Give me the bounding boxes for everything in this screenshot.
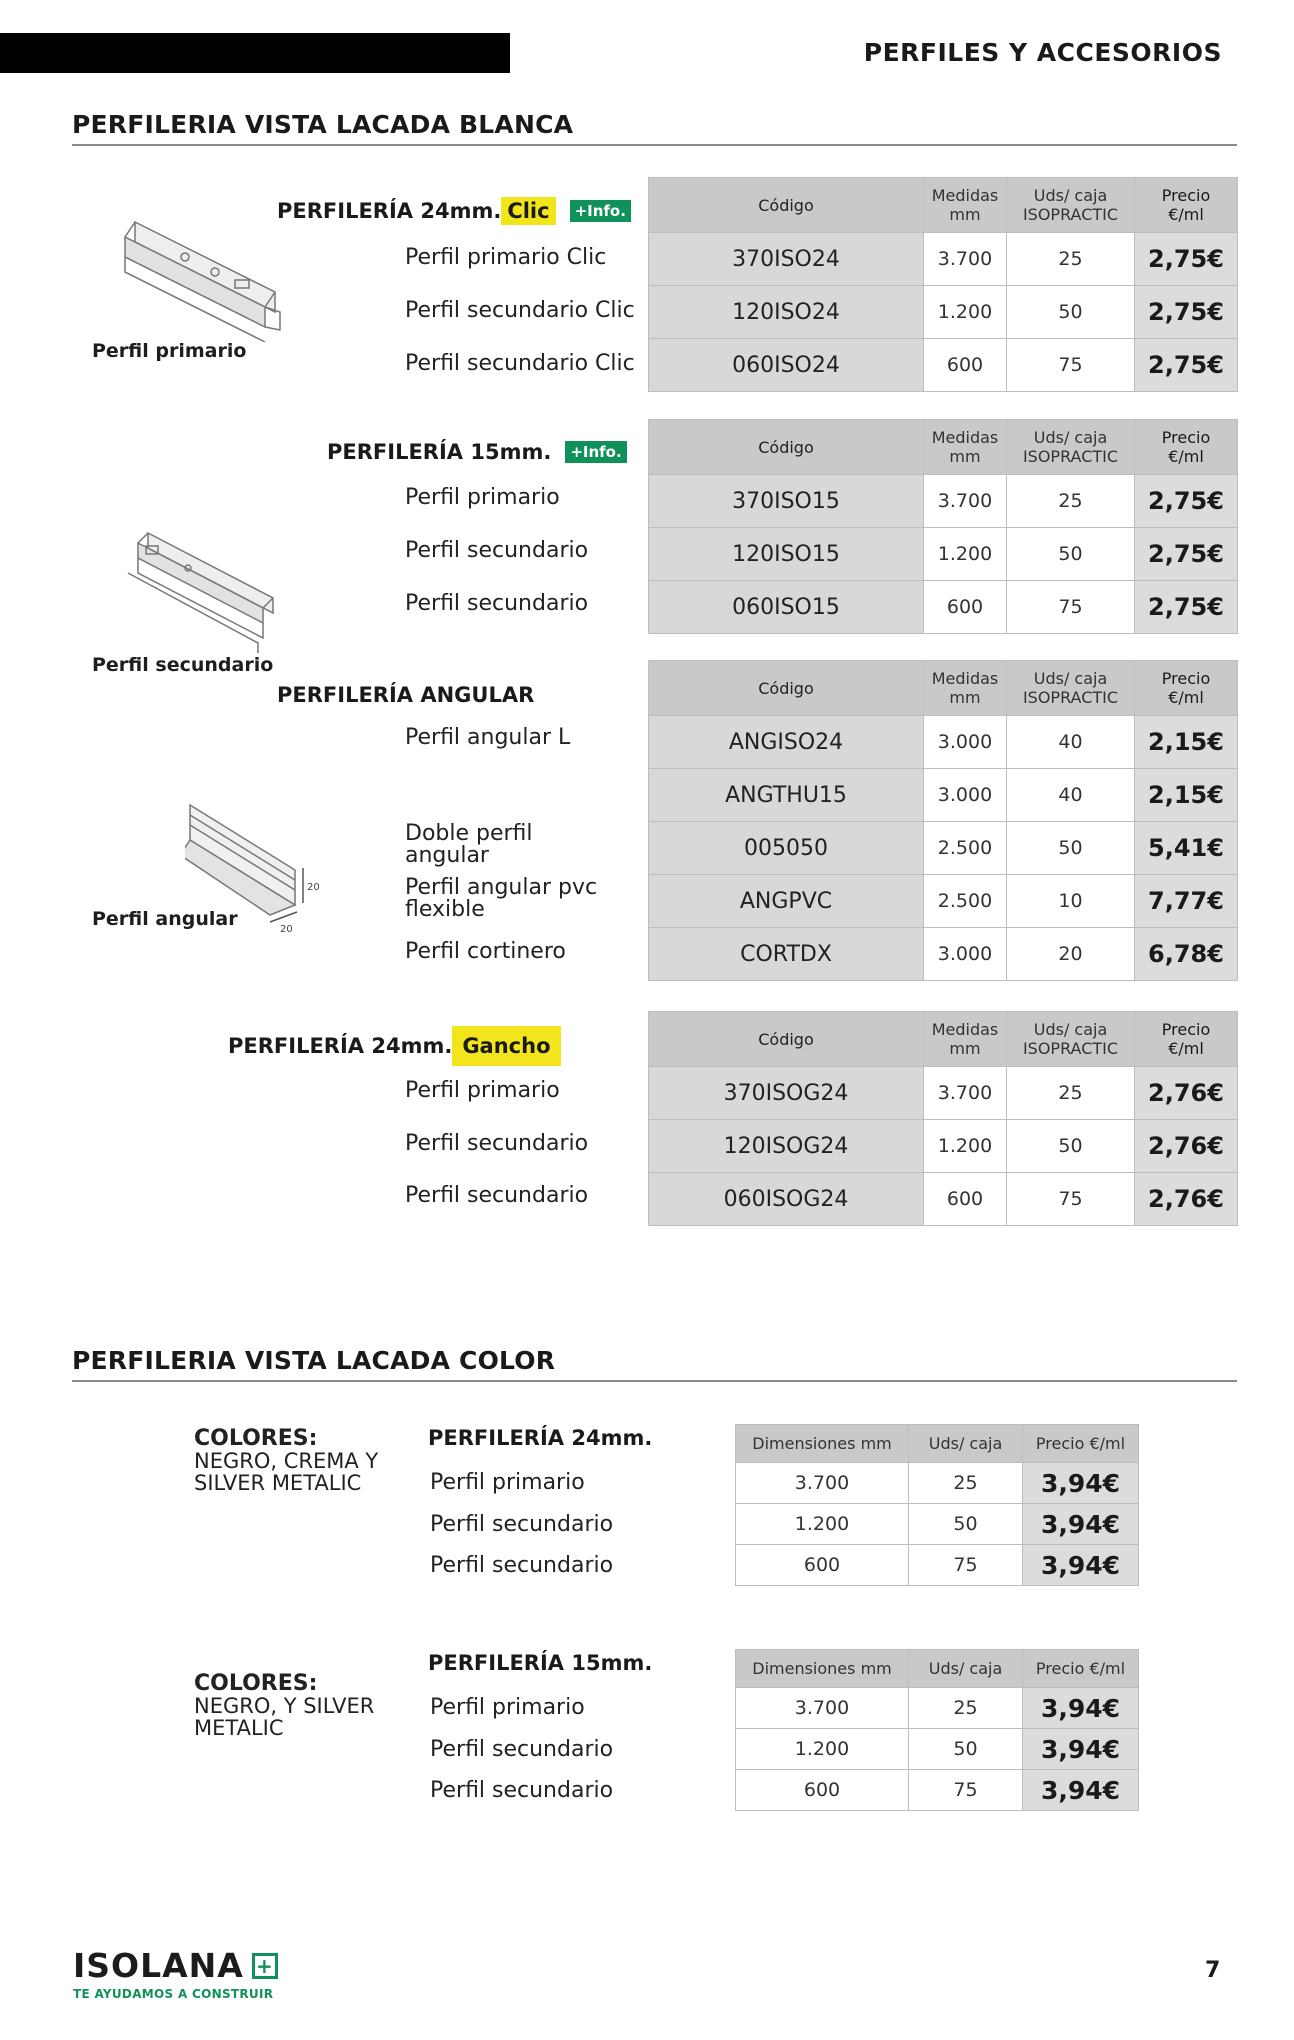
code-cell: 120ISOG24 xyxy=(649,1120,924,1173)
caption-perfil-secundario: Perfil secundario xyxy=(92,654,274,676)
header-precio: Precio €/ml xyxy=(1023,1650,1139,1688)
medidas-cell: 3.700 xyxy=(924,233,1007,286)
uds-cell: 25 xyxy=(1007,233,1135,286)
uds-cell: 25 xyxy=(1007,1067,1135,1120)
item-label: Perfil secundario xyxy=(405,1131,589,1156)
group-title-color-15mm: PERFILERÍA 15mm. xyxy=(428,1651,653,1675)
item-label: Perfil angular L xyxy=(405,725,571,750)
dim-cell: 600 xyxy=(736,1770,909,1811)
table-row xyxy=(736,1463,1139,1504)
price-cell: 2,76€ xyxy=(1135,1173,1238,1226)
price-table-15mm xyxy=(648,419,1238,634)
uds-cell: 20 xyxy=(1007,928,1135,981)
item-label: Perfil primario xyxy=(405,485,560,510)
table-row xyxy=(649,1120,1238,1173)
highlight-clic: Clic xyxy=(501,197,555,225)
price-cell: 2,76€ xyxy=(1135,1067,1238,1120)
header-precio: Precio €/ml xyxy=(1135,178,1238,233)
header-uds: Uds/ caja ISOPRACTIC xyxy=(1007,661,1135,716)
item-label: Perfil primario xyxy=(430,1470,585,1495)
code-cell: ANGTHU15 xyxy=(649,769,924,822)
code-cell: 370ISOG24 xyxy=(649,1067,924,1120)
medidas-cell: 3.000 xyxy=(924,769,1007,822)
code-cell: 120ISO15 xyxy=(649,528,924,581)
group-title-24mm-clic: PERFILERÍA 24mm. Clic +Info. xyxy=(277,197,631,225)
table-row xyxy=(649,822,1238,875)
uds-cell: 50 xyxy=(1007,286,1135,339)
group-title-24mm-gancho: PERFILERÍA 24mm. Gancho xyxy=(228,1026,561,1066)
medidas-cell: 2.500 xyxy=(924,875,1007,928)
price-cell: 2,75€ xyxy=(1135,286,1238,339)
uds-cell: 75 xyxy=(909,1770,1023,1811)
dim-cell: 600 xyxy=(736,1545,909,1586)
header-precio: Precio €/ml xyxy=(1135,420,1238,475)
item-label: Perfil primario xyxy=(405,1078,560,1103)
section-divider xyxy=(72,144,1237,146)
item-label: Perfil secundario Clic xyxy=(405,351,635,376)
item-label: Perfil secundario xyxy=(405,1183,589,1208)
item-label: Perfil secundario xyxy=(430,1512,614,1537)
section-divider xyxy=(72,1380,1237,1382)
medidas-cell: 2.500 xyxy=(924,822,1007,875)
code-cell: 370ISO15 xyxy=(649,475,924,528)
price-cell: 3,94€ xyxy=(1023,1463,1139,1504)
table-row xyxy=(649,475,1238,528)
dim-cell: 1.200 xyxy=(736,1504,909,1545)
price-cell: 3,94€ xyxy=(1023,1545,1139,1586)
medidas-cell: 3.700 xyxy=(924,1067,1007,1120)
item-label: Perfil secundario xyxy=(430,1778,614,1803)
medidas-cell: 3.700 xyxy=(924,475,1007,528)
header-codigo: Código xyxy=(649,661,924,716)
uds-cell: 10 xyxy=(1007,875,1135,928)
medidas-cell: 1.200 xyxy=(924,286,1007,339)
colors-block-24mm: COLORES: NEGRO, CREMA Y SILVER METALIC xyxy=(194,1426,379,1495)
header-medidas: Medidas mm xyxy=(924,661,1007,716)
uds-cell: 50 xyxy=(909,1729,1023,1770)
uds-cell: 25 xyxy=(909,1463,1023,1504)
logo-tagline: TE AYUDAMOS A CONSTRUIR xyxy=(73,1987,274,2001)
table-row xyxy=(649,1067,1238,1120)
price-table-color-15mm xyxy=(735,1649,1139,1811)
table-row xyxy=(736,1504,1139,1545)
dim-cell: 1.200 xyxy=(736,1729,909,1770)
code-cell: 060ISO15 xyxy=(649,581,924,634)
item-label: Perfil secundario xyxy=(405,591,589,616)
item-label: Perfil secundario Clic xyxy=(405,298,635,323)
table-row xyxy=(649,581,1238,634)
caption-perfil-angular: Perfil angular xyxy=(92,908,238,930)
table-row xyxy=(649,339,1238,392)
section-title-blanca: PERFILERIA VISTA LACADA BLANCA xyxy=(72,110,574,139)
table-row xyxy=(736,1688,1139,1729)
header-uds: Uds/ caja xyxy=(909,1425,1023,1463)
logo-wordmark: ISOLANA + xyxy=(73,1946,278,1985)
caption-perfil-primario: Perfil primario xyxy=(92,340,247,362)
header-precio: Precio €/ml xyxy=(1023,1425,1139,1463)
header-codigo: Código xyxy=(649,178,924,233)
price-cell: 2,75€ xyxy=(1135,581,1238,634)
price-cell: 6,78€ xyxy=(1135,928,1238,981)
medidas-cell: 3.000 xyxy=(924,716,1007,769)
price-cell: 2,75€ xyxy=(1135,528,1238,581)
price-table-angular xyxy=(648,660,1238,981)
code-cell: 060ISO24 xyxy=(649,339,924,392)
code-cell: 370ISO24 xyxy=(649,233,924,286)
header-precio: Precio €/ml xyxy=(1135,661,1238,716)
header-codigo: Código xyxy=(649,1012,924,1067)
table-row xyxy=(649,286,1238,339)
price-cell: 3,94€ xyxy=(1023,1770,1139,1811)
price-cell: 2,15€ xyxy=(1135,716,1238,769)
table-row xyxy=(649,769,1238,822)
group-title-angular: PERFILERÍA ANGULAR xyxy=(277,683,535,707)
header-dimensiones: Dimensiones mm xyxy=(736,1650,909,1688)
plus-icon: + xyxy=(252,1953,278,1979)
price-cell: 2,15€ xyxy=(1135,769,1238,822)
item-label: Perfil secundario xyxy=(430,1553,614,1578)
item-label: Perfil angular pvc flexible xyxy=(405,875,598,922)
item-label: Perfil secundario xyxy=(405,538,589,563)
table-row xyxy=(649,528,1238,581)
header-medidas: Medidas mm xyxy=(924,420,1007,475)
uds-cell: 40 xyxy=(1007,769,1135,822)
header-medidas: Medidas mm xyxy=(924,178,1007,233)
price-cell: 3,94€ xyxy=(1023,1504,1139,1545)
medidas-cell: 600 xyxy=(924,581,1007,634)
group-title-color-24mm: PERFILERÍA 24mm. xyxy=(428,1426,653,1450)
price-cell: 5,41€ xyxy=(1135,822,1238,875)
price-table-24mm-clic xyxy=(648,177,1238,392)
page-header: PERFILES Y ACCESORIOS xyxy=(863,38,1222,67)
uds-cell: 50 xyxy=(1007,822,1135,875)
uds-cell: 25 xyxy=(1007,475,1135,528)
price-cell: 7,77€ xyxy=(1135,875,1238,928)
uds-cell: 75 xyxy=(1007,1173,1135,1226)
price-cell: 2,75€ xyxy=(1135,475,1238,528)
code-cell: ANGPVC xyxy=(649,875,924,928)
price-cell: 2,75€ xyxy=(1135,339,1238,392)
perfil-secundario-illustration xyxy=(118,528,283,658)
isolana-logo[interactable] xyxy=(73,1946,278,2001)
item-label: Perfil primario xyxy=(430,1695,585,1720)
info-badge-15mm[interactable]: +Info. xyxy=(565,441,626,463)
table-row xyxy=(649,928,1238,981)
medidas-cell: 1.200 xyxy=(924,1120,1007,1173)
item-label: Doble perfil angular xyxy=(405,821,533,868)
table-row xyxy=(736,1770,1139,1811)
medidas-cell: 1.200 xyxy=(924,528,1007,581)
price-table-24mm-gancho xyxy=(648,1011,1238,1226)
table-row xyxy=(649,716,1238,769)
table-row xyxy=(736,1729,1139,1770)
price-cell: 3,94€ xyxy=(1023,1729,1139,1770)
page-number: 7 xyxy=(1205,1958,1221,1983)
price-cell: 2,75€ xyxy=(1135,233,1238,286)
price-cell: 2,76€ xyxy=(1135,1120,1238,1173)
item-label: Perfil primario Clic xyxy=(405,245,607,270)
dim-cell: 3.700 xyxy=(736,1463,909,1504)
medidas-cell: 600 xyxy=(924,339,1007,392)
uds-cell: 75 xyxy=(1007,339,1135,392)
code-cell: 005050 xyxy=(649,822,924,875)
uds-cell: 50 xyxy=(1007,528,1135,581)
code-cell: ANGISO24 xyxy=(649,716,924,769)
uds-cell: 50 xyxy=(909,1504,1023,1545)
header-uds: Uds/ caja xyxy=(909,1650,1023,1688)
header-uds: Uds/ caja ISOPRACTIC xyxy=(1007,1012,1135,1067)
uds-cell: 50 xyxy=(1007,1120,1135,1173)
colors-block-15mm: COLORES: NEGRO, Y SILVER METALIC xyxy=(194,1671,375,1740)
perfil-primario-illustration xyxy=(115,212,285,342)
section-title-color: PERFILERIA VISTA LACADA COLOR xyxy=(72,1346,556,1375)
header-codigo: Código xyxy=(649,420,924,475)
info-badge-24mm[interactable]: +Info. xyxy=(570,200,631,222)
code-cell: 120ISO24 xyxy=(649,286,924,339)
top-black-bar xyxy=(0,33,510,73)
price-table-color-24mm xyxy=(735,1424,1139,1586)
item-label: Perfil cortinero xyxy=(405,939,566,964)
highlight-gancho: Gancho xyxy=(452,1026,560,1066)
code-cell: CORTDX xyxy=(649,928,924,981)
medidas-cell: 600 xyxy=(924,1173,1007,1226)
table-row xyxy=(649,233,1238,286)
dim-20-horizontal: 20 xyxy=(280,924,293,935)
table-row xyxy=(649,1173,1238,1226)
header-uds: Uds/ caja ISOPRACTIC xyxy=(1007,420,1135,475)
medidas-cell: 3.000 xyxy=(924,928,1007,981)
item-label: Perfil secundario xyxy=(430,1737,614,1762)
header-precio: Precio €/ml xyxy=(1135,1012,1238,1067)
header-uds: Uds/ caja ISOPRACTIC xyxy=(1007,178,1135,233)
uds-cell: 25 xyxy=(909,1688,1023,1729)
price-cell: 3,94€ xyxy=(1023,1688,1139,1729)
group-title-15mm: PERFILERÍA 15mm. +Info. xyxy=(327,440,627,464)
uds-cell: 75 xyxy=(1007,581,1135,634)
dim-20-vertical: 20 xyxy=(307,882,320,893)
uds-cell: 40 xyxy=(1007,716,1135,769)
table-row xyxy=(736,1545,1139,1586)
code-cell: 060ISOG24 xyxy=(649,1173,924,1226)
dim-cell: 3.700 xyxy=(736,1688,909,1729)
table-row xyxy=(649,875,1238,928)
uds-cell: 75 xyxy=(909,1545,1023,1586)
header-medidas: Medidas mm xyxy=(924,1012,1007,1067)
header-dimensiones: Dimensiones mm xyxy=(736,1425,909,1463)
